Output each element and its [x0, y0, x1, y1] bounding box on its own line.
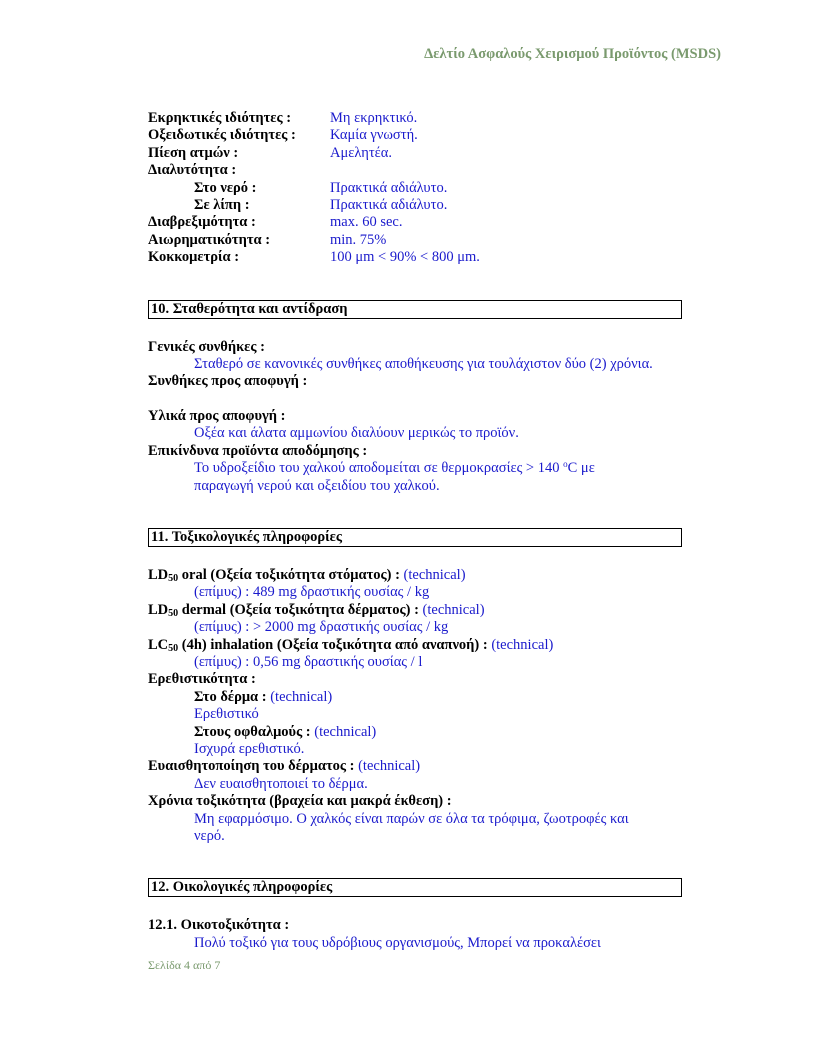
property-value: 100 μm < 90% < 800 μm. [330, 249, 480, 266]
property-label: Διαλυτότητα : [148, 162, 237, 179]
sensitization-label: Ευαισθητοποίηση του δέρματος : (technical) [148, 758, 421, 775]
general-conditions-label: Γενικές συνθήκες : [148, 338, 265, 355]
section-11-heading: 11. Τοξικολογικές πληροφορίες [148, 528, 682, 547]
property-label: Οξειδωτικές ιδιότητες : [148, 127, 296, 144]
irritation-label: Ερεθιστικότητα : [148, 671, 256, 688]
section-12-heading: 12. Οικολογικές πληροφορίες [148, 878, 682, 897]
property-value: max. 60 sec. [330, 214, 403, 231]
ld50-dermal-label: $LD_{50}$ dermal (Οξεία τοξικότητα δέρματος) : (technical) [148, 601, 485, 619]
avoid-materials-value: Οξέα και άλατα αμμωνίου διαλύουν μερικώς το προϊόν. [194, 425, 519, 442]
avoid-conditions-label: Συνθήκες προς αποφυγή : [148, 373, 308, 390]
property-row [148, 162, 688, 179]
property-row [148, 232, 688, 249]
page-number: Σελίδα 4 από 7 [148, 958, 221, 972]
ld50-oral-label: $LD_{50}$ oral (Οξεία τοξικότητα στόματος) : (technical) [148, 567, 466, 585]
property-label: Πίεση ατμών : [148, 144, 239, 161]
property-label: Εκρηκτικές ιδιότητες : [148, 110, 292, 126]
sensitization-value: Δεν ευαισθητοποιεί το δέρμα. [194, 775, 368, 792]
skin-irritation-label: Στο δέρμα : (technical) [194, 688, 333, 705]
avoid-materials-label: Υλικά προς αποφυγή : [148, 408, 286, 425]
property-label: Αιωρηματικότητα : [148, 231, 271, 248]
ecotoxicity-label: 12.1. Οικοτοξικότητα : [148, 917, 290, 934]
ecotoxicity-value: Πολύ τοξικό για τους υδρόβιους οργανισμούς, Μπορεί να προκαλέσει [194, 934, 601, 951]
ld50-dermal-value: (επίμυς) : > 2000 mg δραστικής ουσίας / kg [194, 619, 449, 636]
property-value: Αμελητέα. [330, 144, 392, 161]
property-row [148, 180, 688, 197]
property-label: Διαβρεξιμότητα : [148, 214, 256, 231]
lc50-inhalation-value: (επίμυς) : 0,56 mg δραστικής ουσίας / l [194, 653, 423, 670]
document-header: Δελτίο Ασφαλούς Χειρισμού Προϊόντος (MSDS) [424, 46, 721, 62]
property-label: Στο νερό : [194, 179, 257, 196]
decomposition-label: Επικίνδυνα προϊόντα αποδόμησης : [148, 442, 368, 459]
property-label: Σε λίπη : [194, 196, 250, 213]
property-label: Κοκκομετρία : [148, 249, 240, 266]
property-value: min. 75% [330, 231, 387, 248]
property-value: Καμία γνωστή. [330, 127, 418, 144]
section-10-heading: 10. Σταθερότητα και αντίδραση [148, 300, 682, 319]
property-row [148, 110, 688, 127]
property-row [148, 249, 688, 266]
property-row [148, 127, 688, 144]
property-row [148, 214, 688, 231]
decomposition-value-line2: παραγωγή νερού και οξειδίου του χαλκού. [194, 477, 440, 494]
lc50-inhalation-label: $LC_{50}$ (4h) inhalation (Οξεία τοξικότητα από αναπνοή) : (technical) [148, 636, 554, 654]
skin-irritation-value: Ερεθιστικό [194, 706, 259, 723]
property-row [148, 197, 688, 214]
general-conditions-value: Σταθερό σε κανονικές συνθήκες αποθήκευσης για τουλάχιστον δύο (2) χρόνια. [194, 355, 653, 372]
ld50-oral-value: (επίμυς) : 489 mg δραστικής ουσίας / kg [194, 584, 430, 601]
property-row [148, 145, 688, 162]
decomposition-value-line1: Το υδροξείδιο του χαλκού αποδομείται σε θερμοκρασίες > 140 $^o$C με [194, 459, 595, 477]
document-body [148, 110, 688, 952]
property-value: Πρακτικά αδιάλυτο. [330, 196, 448, 213]
chronic-toxicity-value-line2: νερό. [194, 827, 225, 844]
eye-irritation-label: Στους οφθαλμούς : (technical) [194, 723, 377, 740]
property-value: Πρακτικά αδιάλυτο. [330, 179, 448, 196]
eye-irritation-value: Ισχυρά ερεθιστικό. [194, 740, 305, 757]
chronic-toxicity-label: Χρόνια τοξικότητα (βραχεία και μακρά έκθεση) : [148, 793, 452, 810]
chronic-toxicity-value-line1: Μη εφαρμόσιμο. Ο χαλκός είναι παρών σε όλα τα τρόφιμα, ζωοτροφές και [194, 810, 629, 827]
property-value: Μη εκρηκτικό. [330, 110, 418, 126]
